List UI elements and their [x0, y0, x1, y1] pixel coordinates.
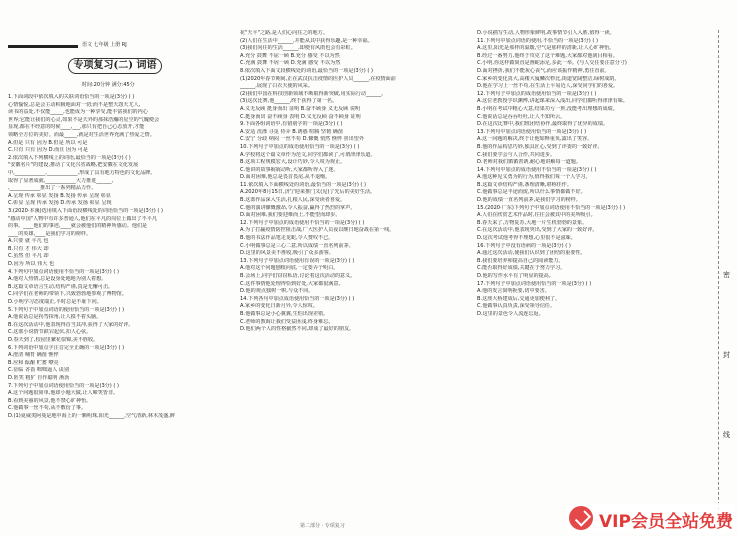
text-line: D.小说描写生动,人物形象鲜明,故事情节引人入胜,值得一读。 — [477, 30, 615, 36]
text-line: D.因为 所以 伟大 也 — [8, 261, 55, 268]
page-footer: 第二部分 · 专项复习 — [300, 523, 345, 529]
seal-line — [718, 30, 737, 520]
text-line: 14.下列句中加点的成语使用不恰当的一项是(3分) ( ) — [477, 166, 597, 173]
text-line: (3)我们向往的生活______,即便有风雨也会有彩虹。 — [240, 45, 356, 52]
text-line: 10.下列句子中加点的成语使用恰当的一项是(3分) ( ) — [240, 143, 360, 150]
text-line: 取得了显著成就,____________大力推进______, — [8, 177, 114, 184]
header-subject: 语文 七年级 上册 RJ — [82, 42, 127, 48]
text-line: B.我们要培养和提高自己的阅读能力。 — [477, 257, 564, 264]
text-line: B.这部作品深入生活,扎根人民,深受读者喜爱。 — [240, 197, 346, 204]
text-line: "安徽名片"的建设,推动了文化兴省战略,把安徽在文化发展 — [8, 162, 139, 169]
text-line: 读书的益处,不仅能_____,也能成为一种享受,能丰富我们的内心 — [8, 109, 148, 116]
text-line: D.在这次比赛中,我们班团结协作,最终取得了优异的成绩。 — [477, 121, 609, 128]
text-line: 1.下面词段中依次填入的关联词语恰当的一项是(3分) ( ) — [8, 94, 135, 100]
text-line: 心情愉悦,总是会主动积极地面对一切;而不是整天怨天尤人, — [8, 101, 141, 108]
text-line: A.通过这次活动,使我们认识到了团结的重要性。 — [477, 250, 586, 257]
page-title: 专项复习(二) 词语 — [68, 58, 162, 74]
column-2 — [240, 30, 468, 334]
vip-banner[interactable] — [567, 503, 735, 533]
text-line: B.他做事总是小心翼翼,生怕出现差错。 — [240, 310, 329, 317]
text-line: C.这件事情他处理得恰到好处,大家都很满意。 — [240, 280, 344, 287]
text-line: D.他们两个人的性格截然不同,却成了最好的朋友。 — [240, 326, 355, 333]
text-line: A.人们在欣赏艺术作品时,往往会被其中的美所吸引。 — [477, 212, 596, 219]
text-line: 中,____________,____________,形成了具有地方特色的文化品牌。 — [8, 169, 156, 176]
text-line: B.他的作品构思巧妙,独具匠心,受到了评委的一致好评。 — [477, 143, 603, 150]
text-line: 14.下列各句中加点成语使用恰当的一项是(3分) ( ) — [240, 295, 355, 302]
text-line: B.应和 酝酿 贮蓄 嘹亮 — [8, 359, 59, 366]
text-line: C.老师的教诲让我们受益匪浅,终身难忘。 — [240, 318, 334, 325]
vip-check-icon — [569, 506, 593, 530]
text-line: B.经过一番努力,他终于攻克了这个难题,大家都对他刮目相看。 — [477, 52, 618, 59]
text-line: 11.下列句中加点词语的使用,不恰当的一项是(3分) ( ) — [477, 37, 598, 44]
text-line: C.彰显 呈现 传承 发扬 D.传承 发扬 彰显 呈现 — [8, 200, 112, 207]
text-line: C.他做事认真负责,深受领导信任。 — [477, 303, 556, 310]
text-line: 世界;它能让我们的心灵,如果不是天外的那抹浩瀚的星空的气魄便会 — [8, 116, 160, 123]
text-line: B.会场上,同学们窃窃私语,讨论着这次活动的意义。 — [240, 273, 356, 279]
text-line: A.安适 洗涤 寻觅 侍弄 B.诱惑 喧腾 坚韧 确凿 — [240, 128, 343, 135]
text-line: C.莅临 吝啬 咄咄逼人 诀别 — [8, 367, 69, 374]
text-line: C.他讲的故事娓娓动听,大家都听得入了迷。 — [240, 166, 339, 173]
text-line: A.澄清 哺育 确凿 憔悴 — [8, 352, 59, 359]
text-line: 花"天平"之路,是人们心向往之的地方。 — [240, 30, 328, 36]
seal-mark-3: 线 — [723, 431, 730, 439]
text-line: D.面对挫折,我们不能灰心丧气,而应该振作精神,勇往直前。 — [477, 67, 610, 74]
text-line: C.能否取得好成绩,关键在于努力学习。 — [477, 265, 566, 272]
text-line: A.他的发言简明扼要,切中要害。 — [477, 288, 550, 295]
text-line: 13.下列句中加点词语使用恰当的一项是(3分) ( ) — [477, 128, 587, 135]
text-line: A.呈现 传承 彰显 发扬 B.发扬 传承 呈现 彰显 — [8, 192, 111, 199]
text-line: (2)人们在生活中______,并能从其中获得乐趣,是一种幸福。 — [240, 37, 373, 44]
text-line: A.他说话总是拐弯抹角,让人摸不着头脑。 — [8, 314, 102, 321]
text-line: C.挺身而出 奋不顾身 表明 D.义无反顾 奋不顾身 证明 — [240, 113, 361, 120]
text-line: D.他的写作水平有了明显的提高。 — [477, 273, 554, 279]
text-line: A.但是 只有 因为 B.但是 所以 可是 — [8, 139, 88, 146]
text-line: 领略全方位的美好。而最_____,就是对生活世界充满了热爱之情。 — [8, 131, 155, 138]
text-line: 显现,都在不经意的时候____,___,那只有把自己心态放开,才能 — [8, 124, 145, 131]
text-line: 8.依次填入下面文段横线处的词语,最恰当的一项是(3分) ( ) — [240, 67, 373, 74]
text-line: (1)2020年春节期间,正在武汉抗击疫情的医护人员______,在疫情面前 — [240, 75, 396, 82]
text-line: C.虽然 但 平凡 却 — [8, 253, 49, 260]
text-line: D.(1)夏威夷阿曼是地中海上的一颗明珠,阳光______,空气清新,林木茂盛,鲜 — [8, 412, 175, 419]
text-line: (2)我们中国在科技创新领域不断取得新突破,用实际行动______。 — [240, 90, 387, 97]
text-line: B.小明在考试中粗心大意,结果功亏一篑,没能考出理想的成绩。 — [477, 105, 618, 112]
text-line: 12.下列句子中加点的成语使用不恰当的一项是(3分) ( ) — [240, 219, 365, 226]
text-line: C.他做事一丝不苟,从不敷衍了事。 — [8, 405, 87, 412]
text-line: 15.(2020·广东)下列句子中加点词语使用不恰当的一项是(3分) ( ) — [477, 204, 626, 211]
text-line: B.看到美丽的风景,他不禁心旷神怡。 — [8, 397, 92, 404]
text-line: A.他这种见义勇为的行为,值得我们每一个人学习。 — [477, 174, 591, 181]
text-line: 16.下列句子中没有语病的一项是(3分) ( ) — [477, 242, 571, 249]
text-line: C.只有 只有 因为 D.而且 因为 可是 — [8, 147, 88, 154]
text-line: 4.下列句中加点词语使用不恰当的一项是(3分) ( ) — [8, 268, 119, 275]
column-1 — [8, 94, 233, 421]
text-line: B.只有 才 伟大 却 — [8, 245, 49, 252]
text-line: A.这位老教授学识渊博,讲起课来深入浅出,同学们都听得津津有味。 — [477, 98, 628, 105]
text-line: 2.依次填入下列横线上的词语,最恰当的一项是(3分) ( ) — [8, 154, 131, 161]
text-line: ,____________推出了一系列精品力作。 — [8, 185, 97, 192]
text-line: B.这项工程规模宏大,设计巧妙,令人叹为观止。 — [240, 159, 346, 166]
text-line: D.这里的风景美不胜收,吸引了众多游客。 — [240, 250, 334, 257]
text-line: D.这里的景色令人流连忘返。 — [477, 310, 544, 317]
text-line: 13.下列句子中加点词语使用有误的一项是(3分) ( ) — [240, 257, 355, 264]
text-line: A.2020年8月15日,济宁迎来推门又(见)了先后的美好生活。 — [240, 189, 376, 196]
text-line: A.学校将这个篇文章作为范文,同学们都读了,可谓津津乐道。 — [240, 151, 376, 158]
text-line: C.小明做事总是三心二意,所以成绩一直名列前茅。 — [240, 242, 354, 249]
text-line: 的事。____他们的事迹,____就会被他们的精神所感动。他们是 — [8, 223, 148, 230]
text-line: D.他的观点独树一帜,与众不同。 — [240, 288, 314, 295]
text-line: D.他的成绩一直名列前茅,是我们学习的榜样。 — [477, 197, 581, 204]
text-line: C.充满 鼓舞 不屑一顾 D.充满 感受 不以为然 — [240, 60, 341, 67]
column-3 — [477, 30, 713, 319]
text-line: 5.下列句子中加点词语的使用恰当的一项是(3分) ( ) — [8, 306, 125, 313]
text-line: 6.下列词语中加点字注音完全正确的一项是(3分) ( ) — [8, 344, 125, 351]
text-line: D.面对困难,他总是畏首畏尾,从不退缩。 — [240, 174, 331, 181]
text-line: C.同学们在老师的带领下,兴致勃勃地参观了博物馆。 — [8, 291, 127, 298]
text-line: (3)这次比赛,他______,终于获得了第一名。 — [240, 98, 338, 105]
text-line: A.他对这个问题刨根问底,一定要弄个明白。 — [240, 265, 339, 272]
text-line: A.为了打赢疫情防控阻击战,广大医护人员夜以继日地奋战在第一线。 — [240, 227, 395, 234]
text-line: C.他说话总是吞吞吐吐,让人不知所云。 — [477, 113, 566, 120]
text-line: D.面对困难,我们要迎难而上,不能望而却步。 — [240, 212, 341, 219]
text-line: C.小明,你这样做简直是画蛇添足,多此一举。(与人交往要注意分寸) — [477, 60, 627, 67]
text-line: D.春天到了,校园里繁花似锦,美不胜收。 — [8, 337, 99, 343]
seal-mark-1: 密 — [723, 271, 730, 279]
text-line: D.小明学习态度端正,平时总是不耻下问。 — [8, 299, 102, 306]
text-line: A.家乡的变化日新月异,令人惊叹。 — [240, 303, 318, 310]
text-line: C.在这次活动中,他表现突出,受到了大家的一致好评。 — [477, 227, 598, 234]
text-line: D.匿笑 粗犷 自作聪明 淅沥 — [8, 374, 70, 381]
text-line: A.这里,阳光是那样的温暖,空气是那样的清新,让人心旷神怡。 — [477, 45, 615, 52]
text-line: 9.下面各组词语中,有错别字的一项是(3分) ( ) — [240, 121, 343, 128]
page-header — [8, 41, 233, 49]
text-line: 12.下列句子中加点的成语使用恰当的一项是(3分) ( ) — [477, 90, 597, 97]
text-line: A.只要 就 平凡 也 — [8, 238, 49, 245]
header-bar — [8, 45, 78, 48]
text-line: 3.(2020·本溪)选用填入下面语段横线处的词语恰当的一项是(3分) ( ) — [8, 207, 164, 214]
text-line: C.安宁 分歧 纳闷 一丝不苟 D.慷慨 悄然 憔悴 喜出望外 — [240, 136, 364, 143]
text-line: D.老师对我们循循善诱,耐心地讲解每一道题。 — [477, 159, 581, 166]
text-line: C.家乡的变化真大,高楼大厦鳞次栉比,街道宽阔整洁,绿树成荫。 — [477, 75, 620, 82]
text-line: C.我们要学会与人合作,共同进步。 — [477, 151, 556, 158]
text-line: C.他做事总是半途而废,所以什么事情都做不好。 — [477, 189, 586, 196]
text-line: B.他的书法作品笔走龙蛇,令人赞叹不已。 — [240, 235, 334, 242]
text-line: "感动中国"人物中有许多普通人,他们在平凡的岗位上做出了不平凡 — [8, 215, 157, 222]
text-line: D.这次考试他考得不理想,心里很不是滋味。 — [477, 235, 576, 242]
text-line: B.这篇文章结构严谨,条理清晰,堪称佳作。 — [477, 181, 572, 188]
vip-text: VIP会员全站免费 — [599, 512, 733, 532]
text-line: B.春天来了,万物复苏,大地一片生机勃勃的景象。 — [477, 219, 588, 226]
text-line: ____的英雄,____是我们学习的榜样。 — [8, 230, 92, 237]
text-line: D.他在学习上一丝不苟,在生活上平易近人,深受同学们的喜爱。 — [477, 83, 619, 90]
text-line: B.在这次活动中,他表现得首当其冲,获得了大家的好评。 — [8, 321, 134, 328]
text-line: ______,展现了白衣天使的风采。 — [240, 83, 313, 90]
text-line: 17.下列句子中加点词语使用恰当的一项是(3分) ( ) — [477, 280, 592, 287]
text-line: C.这部小说情节跌宕起伏,扣人心弦。 — [8, 329, 92, 336]
text-line: C.他的演讲慷慨激昂,令人振奋,赢得了热烈的掌声。 — [240, 204, 356, 211]
seal-mark-2: 封 — [723, 351, 730, 359]
text-line: A.这一问题的解决,终于让他如释重负,露出了笑容。 — [477, 136, 593, 143]
text-line: 11.依次填入下面横线处的词语,最恰当的一项是(3分) ( ) — [240, 181, 367, 188]
text-line: A.这个问题很简单,他却小题大做,让人啼笑皆非。 — [8, 390, 119, 397]
text-line: A.义无反顾 挺身而出 证明 B.奋不顾身 义无反顾 说明 — [240, 105, 361, 112]
time-info: 时间:20分钟 满分:45分 — [82, 82, 135, 88]
text-line: B.这篇文章语言生动,结构严谨,真是无懈可击。 — [8, 283, 114, 290]
text-line: B.这座大桥建成后,交通更加便利了。 — [477, 295, 561, 302]
text-line: 7.下列句子中加点词语使用恰当的一项是(3分) ( ) — [8, 382, 119, 389]
text-line: A.充分 鼓舞 不屈一顾 B.充分 感受 不以为然 — [240, 52, 340, 59]
text-line: A.他对人热情,总是设身处地地为别人着想。 — [8, 276, 107, 283]
